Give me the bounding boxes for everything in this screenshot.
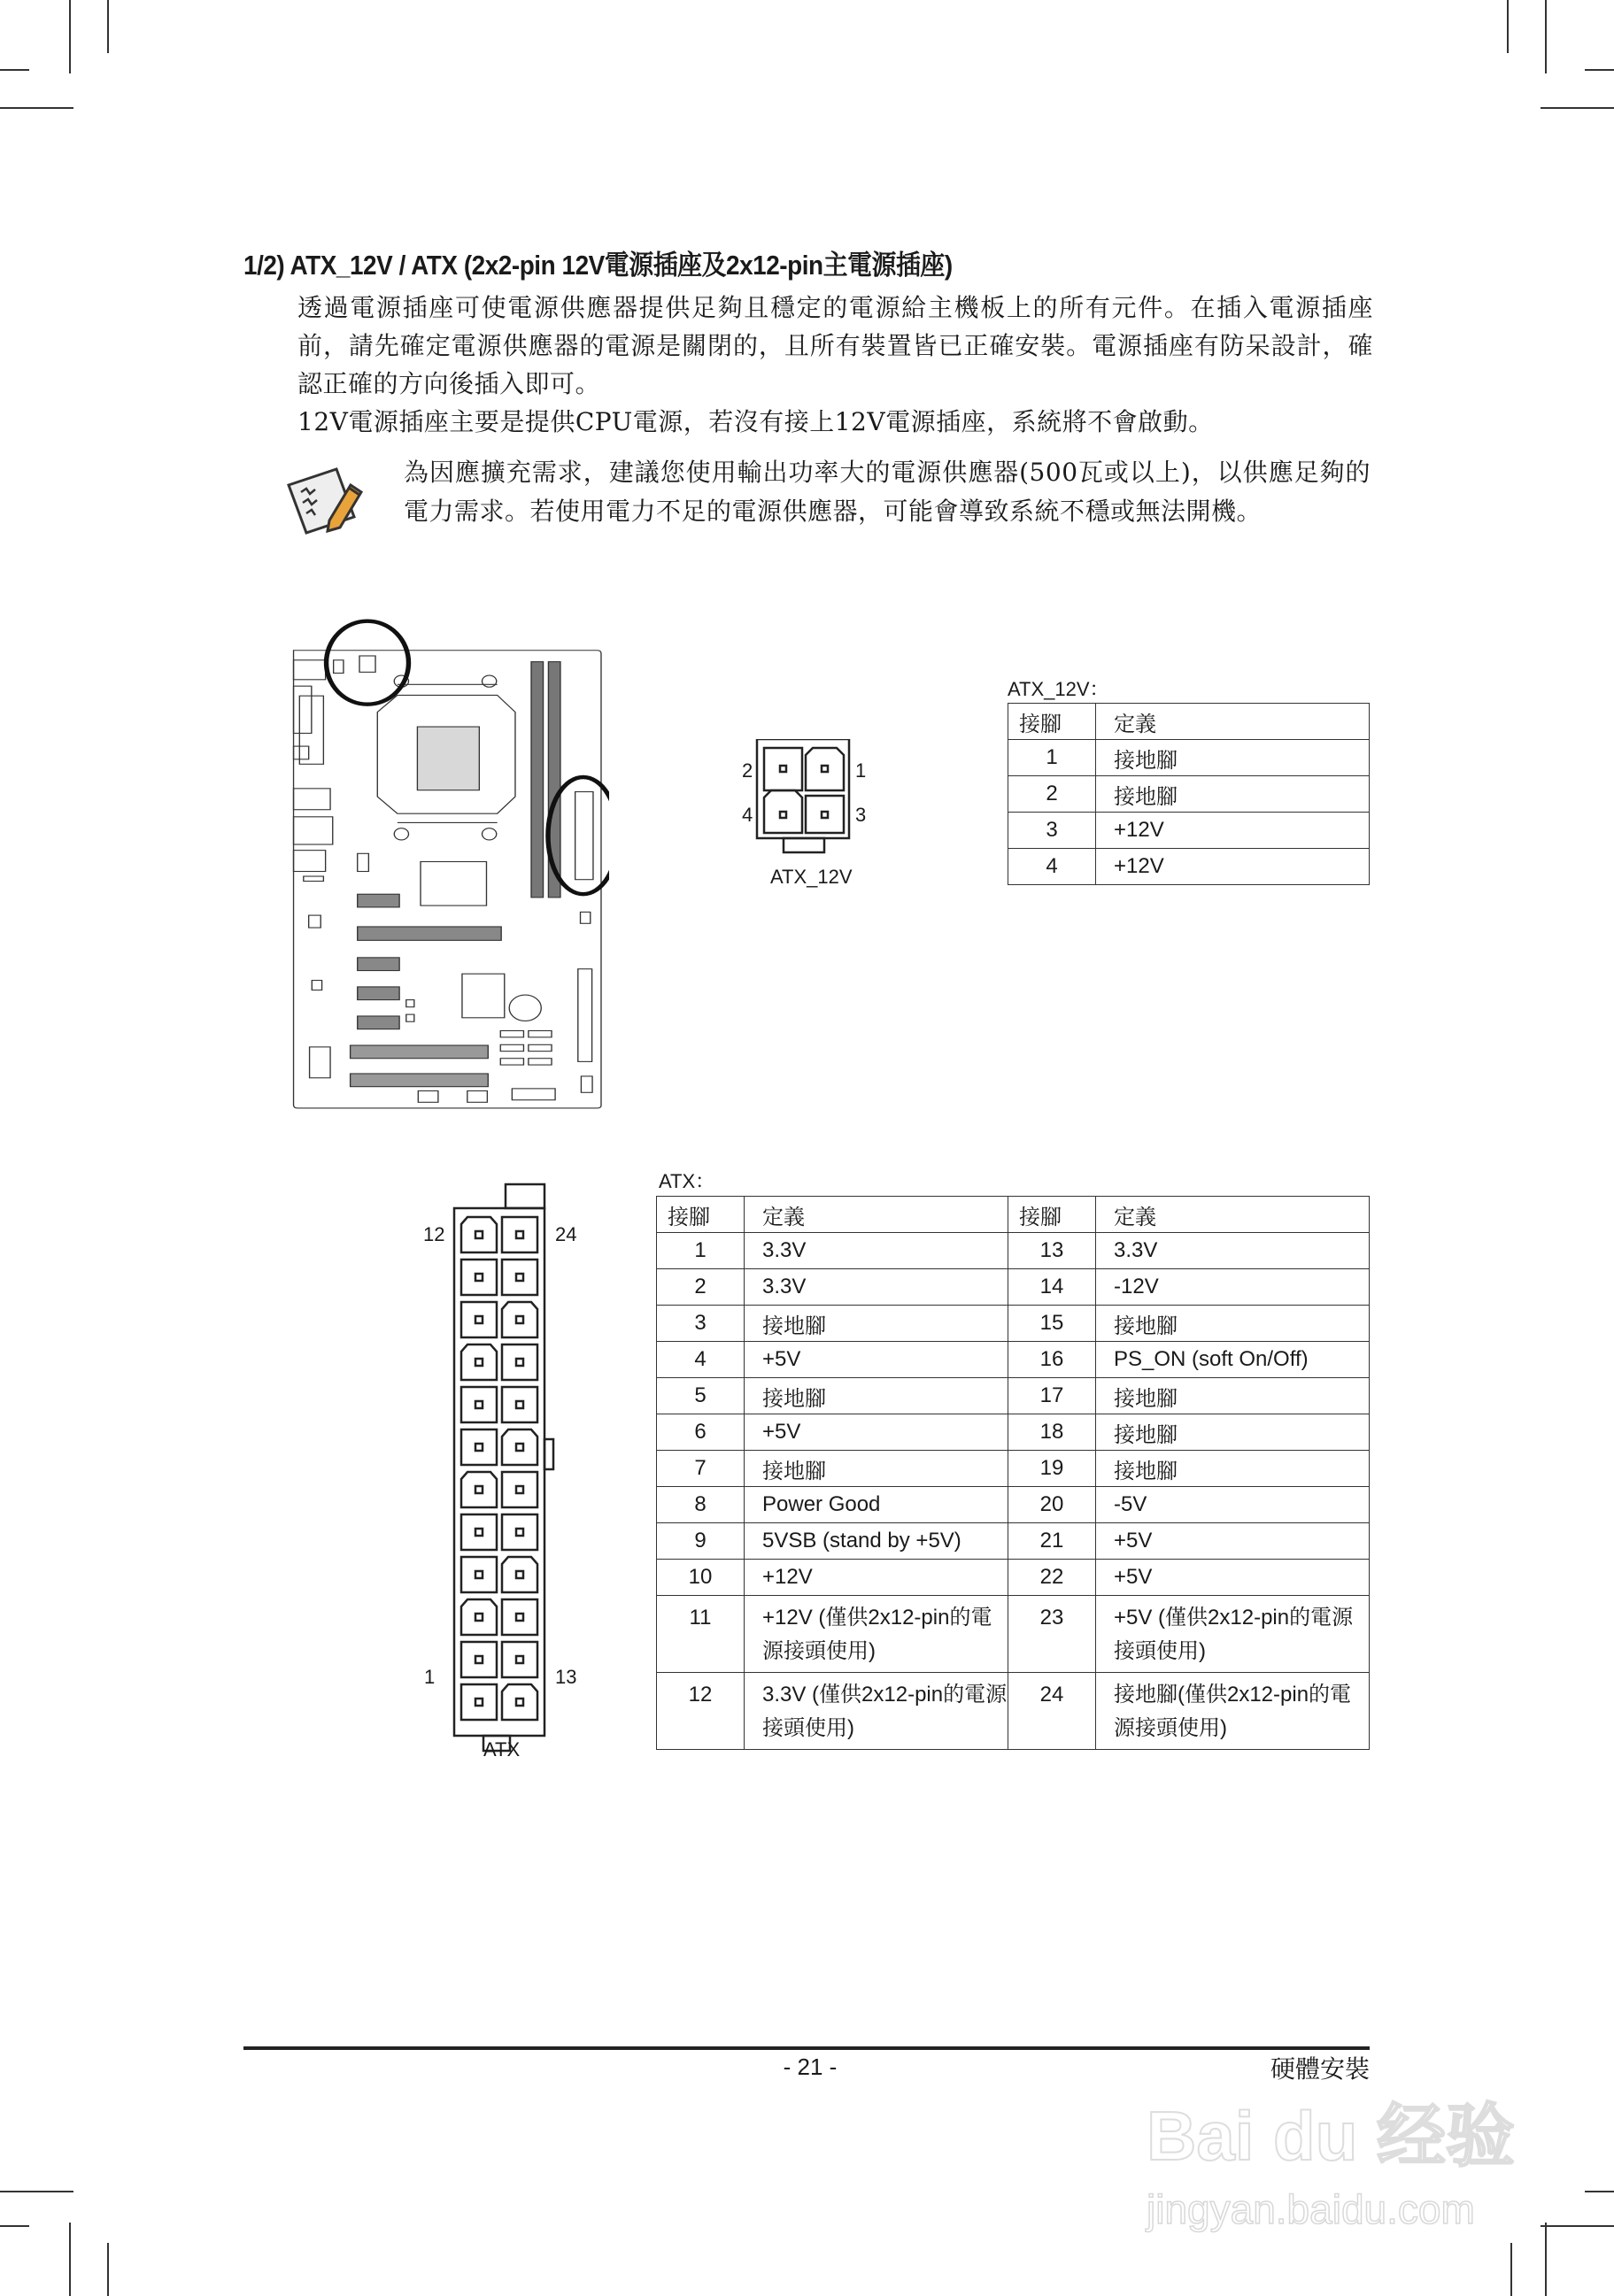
pin-definition: +12V	[745, 1560, 1008, 1596]
pin-definition: 接地腳	[1096, 1451, 1370, 1487]
pin-number: 6	[657, 1414, 745, 1451]
table-row	[657, 1596, 1370, 1673]
atx-pin-hole	[516, 1316, 523, 1323]
header-definition: 定義	[1096, 704, 1370, 740]
crop-mark	[1541, 2225, 1614, 2227]
atx-pin	[461, 1429, 497, 1465]
note-text: 為因應擴充需求，建議您使用輸出功率大的電源供應器(500瓦或以上)，以供應足夠的電力需求。若使用電力不足的電源供應器，可能會導致系統不穩或無法開機。	[404, 458, 1371, 526]
atx-pin	[461, 1599, 497, 1635]
atx-pin	[461, 1302, 497, 1337]
crop-mark	[107, 2243, 109, 2296]
atx-pin-hole	[516, 1656, 523, 1663]
pin-definition: -5V	[1096, 1487, 1370, 1523]
atx-pin-hole	[475, 1614, 483, 1621]
page-number: - 21 -	[783, 2053, 838, 2080]
motherboard-layout-diagram	[282, 608, 609, 1115]
pin-square	[764, 748, 802, 790]
atx12v-pin-4-label: 4	[742, 804, 753, 826]
pin-definition: +5V	[745, 1414, 1008, 1451]
crop-mark	[0, 2191, 73, 2192]
table-row	[1008, 813, 1370, 849]
pin-definition: -12V	[1096, 1269, 1370, 1306]
header-pin: 接腳	[657, 1197, 745, 1233]
crop-mark	[69, 0, 71, 73]
atx-pin-hole	[516, 1444, 523, 1451]
atx12v-pin-table	[1008, 703, 1370, 885]
pin-number: 9	[657, 1523, 745, 1560]
intro-paragraph: 透過電源插座可使電源供應器提供足夠且穩定的電源給主機板上的所有元件。在插入電源插座前，請先確定電源供應器的電源是關閉的，且所有裝置皆已正確安裝。電源插座有防呆設計，確認正確的方向後插入即可。	[297, 293, 1373, 398]
table-row	[657, 1269, 1370, 1306]
pin-definition: +5V	[1096, 1523, 1370, 1560]
pin-definition: +12V	[1096, 849, 1370, 885]
crop-mark	[0, 107, 73, 109]
atx-pin-hole	[475, 1359, 483, 1366]
pin-number: 5	[657, 1378, 745, 1414]
atx-pin	[502, 1684, 537, 1720]
atx-pin	[461, 1514, 497, 1550]
atx12v-connector-diagram	[739, 739, 872, 854]
table-header-row	[1008, 704, 1370, 740]
atx-pin	[461, 1642, 497, 1677]
table-row	[657, 1414, 1370, 1451]
pin-number: 14	[1008, 1269, 1096, 1306]
atx-pin	[461, 1217, 497, 1252]
atx-pin-24-label: 24	[555, 1223, 577, 1245]
pin-number: 4	[1008, 849, 1096, 885]
crop-mark	[1510, 2243, 1512, 2296]
pin-number: 3	[1008, 813, 1096, 849]
header-definition: 定義	[745, 1197, 1008, 1233]
crop-mark	[69, 2223, 71, 2296]
pin-number: 21	[1008, 1523, 1096, 1560]
atx-pin-hole	[516, 1529, 523, 1536]
pin-number: 2	[1008, 776, 1096, 813]
pin-definition: +12V	[1096, 813, 1370, 849]
atx-pin	[461, 1472, 497, 1507]
pin-number: 15	[1008, 1306, 1096, 1342]
atx-table-caption: ATX：	[659, 1170, 715, 1192]
pin-definition: +12V (僅供2x12-pin的電源接頭使用)	[745, 1596, 1008, 1673]
atx-pin	[502, 1642, 537, 1677]
atx-pin	[502, 1514, 537, 1550]
pin-definition: 接地腳	[1096, 776, 1370, 813]
atx-pin	[461, 1684, 497, 1720]
atx12v-pin-3-label: 3	[855, 804, 867, 826]
footer-rule	[243, 2046, 1370, 2050]
atx-pin-hole	[475, 1401, 483, 1408]
header-pin: 接腳	[1008, 704, 1096, 740]
table-row	[657, 1673, 1370, 1750]
pin-definition: Power Good	[745, 1487, 1008, 1523]
baidu-watermark-logo: Bai du 经验	[1147, 2097, 1516, 2175]
crop-mark	[1545, 2223, 1547, 2296]
pin-definition: 接地腳	[1096, 1306, 1370, 1342]
atx12v-pin-1-label: 1	[855, 759, 867, 782]
atx-pin-hole	[475, 1571, 483, 1578]
table-row	[657, 1378, 1370, 1414]
atx-pin-hole	[475, 1316, 483, 1323]
atx12v-connector-label: ATX_12V	[770, 866, 853, 888]
pin-number: 7	[657, 1451, 745, 1487]
pin-number: 17	[1008, 1378, 1096, 1414]
atx-pin-hole	[475, 1486, 483, 1493]
atx-pin	[461, 1387, 497, 1422]
table-row	[657, 1451, 1370, 1487]
header-pin: 接腳	[1008, 1197, 1096, 1233]
atx-pin-hole	[475, 1231, 483, 1238]
crop-mark	[1585, 2191, 1614, 2192]
pin-number: 16	[1008, 1342, 1096, 1378]
pin-number: 19	[1008, 1451, 1096, 1487]
pin-definition: 接地腳	[745, 1306, 1008, 1342]
pin-definition: +5V	[1096, 1560, 1370, 1596]
table-row	[657, 1233, 1370, 1269]
atx-pin	[502, 1599, 537, 1635]
pin-definition: 接地腳	[1096, 1378, 1370, 1414]
pin-number: 18	[1008, 1414, 1096, 1451]
pin-number: 2	[657, 1269, 745, 1306]
table-row	[1008, 849, 1370, 885]
pin-number: 13	[1008, 1233, 1096, 1269]
pin-number: 12	[657, 1673, 745, 1750]
pin-definition: 3.3V	[745, 1269, 1008, 1306]
atx-pin-1-label: 1	[424, 1666, 436, 1688]
atx-pin	[502, 1472, 537, 1507]
atx-pin	[502, 1217, 537, 1252]
atx-pin-hole	[475, 1656, 483, 1663]
pin-number: 4	[657, 1342, 745, 1378]
atx12v-table-caption: ATX_12V：	[1008, 678, 1109, 700]
pin-definition: 接地腳(僅供2x12-pin的電源接頭使用)	[1096, 1673, 1370, 1750]
crop-mark	[1585, 69, 1614, 71]
pin-definition: 3.3V	[1096, 1233, 1370, 1269]
note-pencil-icon	[285, 466, 367, 536]
crop-mark	[107, 0, 109, 53]
crop-mark	[1507, 0, 1509, 53]
atx-pin-hole	[516, 1571, 523, 1578]
pin-number: 20	[1008, 1487, 1096, 1523]
crop-mark	[0, 2225, 29, 2227]
pin-definition: 3.3V (僅供2x12-pin的電源接頭使用)	[745, 1673, 1008, 1750]
atx-pin	[502, 1344, 537, 1380]
atx-pin	[502, 1387, 537, 1422]
table-row	[1008, 776, 1370, 813]
atx-pin	[461, 1344, 497, 1380]
pin-number: 1	[657, 1233, 745, 1269]
atx-pin	[461, 1260, 497, 1295]
crop-mark	[0, 69, 29, 71]
pin-number: 8	[657, 1487, 745, 1523]
atx-pin	[502, 1260, 537, 1295]
pin-definition: 接地腳	[1096, 740, 1370, 776]
atx-pin-12-label: 12	[423, 1223, 445, 1245]
pin-number: 23	[1008, 1596, 1096, 1673]
atx-pin-table	[656, 1196, 1370, 1750]
atx12v-pin-2-label: 2	[742, 759, 753, 782]
atx-pin-hole	[516, 1486, 523, 1493]
pin-definition: 接地腳	[745, 1378, 1008, 1414]
pin-rounded	[806, 748, 844, 790]
atx-connector-label: ATX	[483, 1738, 521, 1761]
table-row	[657, 1306, 1370, 1342]
pin-number: 1	[1008, 740, 1096, 776]
section-name: 硬體安裝	[1270, 2054, 1370, 2084]
pin-definition: 3.3V	[745, 1233, 1008, 1269]
baidu-watermark-url: jingyan.baidu.com	[1147, 2186, 1475, 2232]
body-text	[297, 289, 1373, 441]
atx-pin-hole	[516, 1231, 523, 1238]
atx-pin-hole	[516, 1614, 523, 1621]
section-heading: 1/2) ATX_12V / ATX (2x2-pin 12V電源插座及2x12-pin主電源插座)	[243, 250, 953, 281]
atx-pin	[502, 1302, 537, 1337]
pin-number: 10	[657, 1560, 745, 1596]
atx-pin	[502, 1429, 537, 1465]
pin-number: 22	[1008, 1560, 1096, 1596]
cpu-power-paragraph: 12V電源插座主要是提供CPU電源，若沒有接上12V電源插座，系統將不會啟動。	[297, 407, 1214, 436]
pin-number: 24	[1008, 1673, 1096, 1750]
table-row	[657, 1523, 1370, 1560]
crop-mark	[1541, 107, 1614, 109]
pin-definition: 接地腳	[1096, 1414, 1370, 1451]
header-definition: 定義	[1096, 1197, 1370, 1233]
atx-pin	[502, 1557, 537, 1592]
pin-definition: 5VSB (stand by +5V)	[745, 1523, 1008, 1560]
table-row	[657, 1342, 1370, 1378]
atx-pin-hole	[475, 1274, 483, 1281]
crop-mark	[1545, 0, 1547, 73]
atx-pin-hole	[516, 1359, 523, 1366]
atx-pin-hole	[475, 1529, 483, 1536]
atx-pin-hole	[475, 1444, 483, 1451]
pin-definition: PS_ON (soft On/Off)	[1096, 1342, 1370, 1378]
pin-definition: +5V	[745, 1342, 1008, 1378]
table-row	[657, 1560, 1370, 1596]
table-header-row	[657, 1197, 1370, 1233]
atx-pin	[461, 1557, 497, 1592]
table-row	[1008, 740, 1370, 776]
atx-pin-13-label: 13	[555, 1666, 577, 1688]
table-row	[657, 1487, 1370, 1523]
atx-pin-hole	[516, 1274, 523, 1281]
atx-pin-hole	[516, 1699, 523, 1706]
pin-number: 3	[657, 1306, 745, 1342]
pin-definition: +5V (僅供2x12-pin的電源接頭使用)	[1096, 1596, 1370, 1673]
atx-pin-hole	[475, 1699, 483, 1706]
pin-square	[806, 796, 844, 833]
atx-pin-hole	[516, 1401, 523, 1408]
pin-number: 11	[657, 1596, 745, 1673]
pin-definition: 接地腳	[745, 1451, 1008, 1487]
